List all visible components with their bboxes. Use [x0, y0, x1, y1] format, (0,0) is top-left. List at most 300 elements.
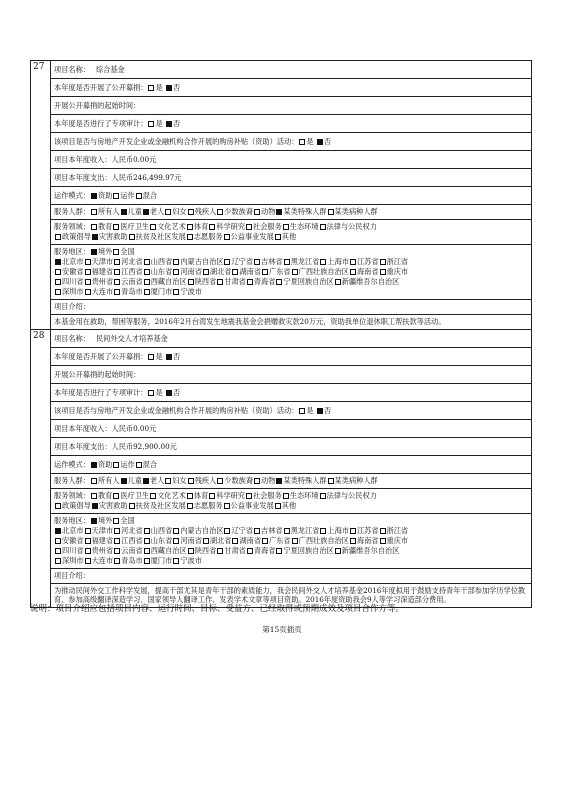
fundraising-start-time: 开展公开募捐的起始时间： — [51, 366, 531, 384]
option-label: 深圳市 — [62, 555, 84, 565]
checkbox[interactable] — [114, 548, 120, 554]
option-label: 某类病种人群 — [334, 207, 378, 216]
checkbox[interactable] — [165, 478, 171, 484]
project-number: 27 — [31, 61, 51, 329]
checkbox[interactable] — [254, 528, 260, 534]
checkbox[interactable] — [320, 528, 326, 534]
option-label: 妇女 — [172, 475, 187, 485]
project-name: 项目名称： 民间外交人才培养基金 — [51, 330, 531, 348]
option-label: 社会服务 — [253, 222, 282, 231]
checkbox[interactable] — [232, 269, 238, 275]
checkbox[interactable] — [114, 269, 120, 275]
checkbox[interactable] — [55, 548, 61, 554]
option-label: 灾害救助 — [98, 500, 128, 510]
checkbox[interactable] — [144, 259, 150, 265]
option-label: 少数族裔 — [224, 207, 254, 216]
checkbox[interactable] — [173, 538, 179, 544]
option-label: 河北省 — [121, 257, 143, 266]
option-label: 青海省 — [253, 545, 276, 555]
checkbox[interactable] — [114, 528, 120, 534]
option-label: 宁夏回族自治区 — [283, 277, 334, 286]
service-crowd: 服务人群： 所有人 儿童 老人 妇女 残疾人 少数族裔 动物 某类特殊人群 某类病种人群 — [51, 205, 531, 220]
option-label: 山西省 — [150, 257, 173, 266]
checkbox[interactable] — [129, 234, 135, 240]
option-label: 儿童 — [127, 207, 142, 216]
footnote: 说明：项目介绍应包括项目内容、运行时间、目标、受益方、已经取得或预期成效及项目合作方等。 — [30, 604, 405, 614]
checkbox[interactable] — [187, 224, 193, 230]
option-label: 医疗卫生 — [120, 490, 150, 500]
option-label: 残疾人 — [194, 207, 217, 216]
checkbox[interactable] — [254, 209, 260, 215]
option-label: 河南省 — [180, 267, 202, 276]
checkbox[interactable] — [328, 478, 334, 484]
checkbox[interactable] — [144, 538, 150, 544]
checkbox[interactable] — [320, 224, 326, 230]
checkbox[interactable] — [114, 259, 120, 265]
option-label: 山西省 — [150, 525, 173, 535]
option-label: 浙江省 — [386, 257, 409, 266]
checkbox[interactable] — [262, 538, 268, 544]
option-label: 甘肃省 — [224, 545, 246, 555]
checkbox[interactable] — [91, 518, 97, 524]
checkbox[interactable] — [114, 558, 120, 564]
checkbox[interactable] — [91, 478, 97, 484]
project-name: 项目名称： 综合基金 — [51, 61, 531, 79]
option-label: 北京市 — [62, 525, 84, 535]
option-label: 湖北省 — [209, 267, 232, 276]
option-label: 西藏自治区 — [150, 277, 187, 286]
checkbox[interactable] — [350, 528, 356, 534]
option-label: 天津市 — [91, 525, 114, 535]
checkbox[interactable] — [55, 289, 61, 295]
option-label: 广东省 — [269, 267, 291, 276]
page-number: 第15页插页 — [262, 625, 302, 634]
option-label: 儿童 — [127, 475, 142, 485]
option-label: 海南省 — [356, 267, 379, 276]
checkbox[interactable] — [144, 528, 150, 534]
special-audit-question: 本年度是否进行了专项审计： 是 否 — [51, 384, 531, 402]
option-label: 江苏省 — [356, 257, 379, 266]
checkbox[interactable] — [166, 354, 172, 360]
checkbox[interactable] — [209, 224, 215, 230]
option-label: 混合 — [142, 459, 158, 469]
option-label: 湖南省 — [239, 535, 262, 545]
checkbox[interactable] — [246, 493, 252, 499]
checkbox[interactable] — [283, 493, 289, 499]
option-label: 广西壮族自治区 — [298, 535, 349, 545]
checkbox[interactable] — [350, 259, 356, 265]
checkbox[interactable] — [144, 558, 150, 564]
checkbox[interactable] — [144, 269, 150, 275]
checkbox[interactable] — [150, 224, 156, 230]
option-label: 湖南省 — [239, 267, 262, 276]
checkbox[interactable] — [247, 279, 253, 285]
checkbox[interactable] — [275, 234, 281, 240]
checkbox[interactable] — [380, 528, 386, 534]
option-label: 生态环境 — [289, 222, 319, 231]
option-label: 青岛市 — [121, 287, 143, 296]
fundraising-start-time: 开展公开募捐的起始时间： — [51, 97, 531, 115]
checkbox[interactable] — [380, 538, 386, 544]
option-label: 河南省 — [180, 535, 202, 545]
checkbox[interactable] — [320, 259, 326, 265]
option-label: 新疆维吾尔自治区 — [341, 545, 400, 555]
checkbox[interactable] — [335, 548, 341, 554]
service-field: 服务领域： 教育 医疗卫生 文化艺术 体育 科学研究 社会服务 生态环境 法律与公民权力 政策倡导 灾害救助 扶贫及社区发展 志愿服务 公益事业发展 其他 — [51, 489, 531, 514]
checkbox[interactable] — [166, 85, 172, 91]
option-label: 其他 — [281, 500, 297, 510]
checkbox[interactable] — [203, 269, 209, 275]
checkbox[interactable] — [113, 518, 119, 524]
option-label: 重庆市 — [386, 535, 409, 545]
checkbox[interactable] — [85, 548, 91, 554]
checkbox[interactable] — [328, 209, 334, 215]
project-row — [31, 61, 531, 330]
checkbox[interactable] — [113, 249, 119, 255]
checkbox[interactable] — [224, 503, 230, 509]
option-label: 全国 — [120, 515, 135, 525]
checkbox[interactable] — [292, 538, 298, 544]
checkbox[interactable] — [188, 279, 194, 285]
checkbox[interactable] — [143, 478, 149, 484]
option-label: 公益事业发展 — [230, 500, 274, 510]
housing-subsidy-question: 该项目是否与房地产开发企业或金融机构合作开展的购房补贴（资助）活动： 是 否 — [51, 402, 531, 420]
option-label: 安徽省 — [62, 535, 84, 545]
option-label: 广东省 — [269, 535, 291, 545]
checkbox[interactable] — [55, 538, 61, 544]
option-label: 贵州省 — [91, 545, 114, 555]
project-intro-label: 项目介绍： — [51, 569, 531, 584]
checkbox[interactable] — [85, 558, 91, 564]
option-label: 上海市 — [327, 257, 349, 266]
checkbox[interactable] — [144, 548, 150, 554]
checkbox[interactable] — [173, 259, 179, 265]
checkbox[interactable] — [188, 478, 194, 484]
checkbox[interactable] — [85, 289, 91, 295]
annual-income: 项目本年度收入：人民币0.00元 — [51, 151, 531, 169]
checkbox[interactable] — [55, 558, 61, 564]
project-intro: 本基金用在救助，帮困等服务，2016年2月台湾发生地震我基金会捐赠救灾款20万元，资助我单位退休职工帮扶款等活动。 — [54, 317, 446, 326]
checkbox[interactable] — [350, 269, 356, 275]
annual-expense: 项目本年度支出：人民币246,499.97元 — [51, 169, 531, 187]
option-label: 陕西省 — [194, 545, 217, 555]
checkbox[interactable] — [148, 85, 154, 91]
option-label: 四川省 — [62, 277, 84, 286]
option-label: 全国 — [120, 247, 135, 256]
checkbox[interactable] — [55, 528, 61, 534]
option-label: 老人 — [149, 207, 165, 216]
service-field: 服务领域： 教育 医疗卫生 文化艺术 体育 科学研究 社会服务 生态环境 法律与公民权力 政策倡导 灾害救助 扶贫及社区发展 志愿服务 公益事业发展 其他 — [51, 220, 531, 245]
checkbox[interactable] — [121, 478, 127, 484]
option-label: 吉林省 — [261, 525, 283, 535]
option-label: 黑龙江省 — [290, 525, 320, 535]
option-label: 宁波市 — [180, 555, 202, 565]
checkbox[interactable] — [166, 121, 172, 127]
option-label: 教育 — [97, 222, 113, 231]
option-label: 深圳市 — [62, 287, 84, 296]
checkbox[interactable] — [284, 528, 290, 534]
checkbox[interactable] — [299, 139, 305, 145]
option-label: 某类病种人群 — [334, 475, 378, 485]
option-label: 吉林省 — [261, 257, 283, 266]
option-label: 少数族裔 — [224, 475, 254, 485]
checkbox[interactable] — [114, 279, 120, 285]
checkbox[interactable] — [335, 279, 341, 285]
option-label: 其他 — [281, 232, 297, 241]
checkbox[interactable] — [217, 478, 223, 484]
checkbox[interactable] — [91, 462, 97, 468]
option-label: 灾害救助 — [98, 232, 128, 241]
checkbox[interactable] — [283, 224, 289, 230]
option-label: 境外 — [97, 247, 113, 256]
option-label: 运作 — [120, 459, 135, 469]
option-label: 境外 — [97, 515, 113, 525]
checkbox[interactable] — [224, 234, 230, 240]
checkbox[interactable] — [114, 289, 120, 295]
checkbox[interactable] — [217, 548, 223, 554]
option-label: 混合 — [142, 191, 158, 200]
option-label: 云南省 — [121, 545, 143, 555]
option-label: 宁夏回族自治区 — [283, 545, 334, 555]
option-label: 西藏自治区 — [150, 545, 187, 555]
checkbox[interactable] — [350, 538, 356, 544]
checkbox[interactable] — [136, 193, 142, 199]
checkbox[interactable] — [113, 493, 119, 499]
option-label: 运作 — [120, 191, 135, 200]
option-label: 安徽省 — [62, 267, 84, 276]
checkbox[interactable] — [85, 538, 91, 544]
option-label: 老人 — [149, 475, 165, 485]
option-label: 体育 — [193, 490, 209, 500]
checkbox[interactable] — [85, 269, 91, 275]
option-label: 动物 — [261, 207, 276, 216]
checkbox[interactable] — [247, 548, 253, 554]
option-label: 甘肃省 — [224, 277, 246, 286]
checkbox[interactable] — [262, 269, 268, 275]
option-label: 体育 — [193, 222, 209, 231]
checkbox[interactable] — [232, 538, 238, 544]
checkbox[interactable] — [224, 259, 230, 265]
option-label: 所有人 — [97, 475, 120, 485]
operation-mode: 运作模式： 资助 运作 混合 — [51, 187, 531, 205]
option-label: 北京市 — [62, 257, 84, 266]
checkbox[interactable] — [121, 209, 127, 215]
checkbox[interactable] — [254, 478, 260, 484]
checkbox[interactable] — [246, 224, 252, 230]
option-label: 资助 — [97, 191, 113, 200]
checkbox[interactable] — [317, 408, 323, 414]
checkbox[interactable] — [113, 193, 119, 199]
option-label: 教育 — [97, 490, 113, 500]
checkbox[interactable] — [275, 503, 281, 509]
checkbox[interactable] — [91, 224, 97, 230]
public-fundraising-question: 本年度是否开展了公开募捐： 是 否 — [51, 79, 531, 97]
checkbox[interactable] — [113, 462, 119, 468]
option-label: 山东省 — [150, 267, 173, 276]
option-label: 科学研究 — [216, 490, 246, 500]
option-label: 某类特殊人群 — [283, 207, 327, 216]
annual-expense: 项目本年度支出：人民币92,900.00元 — [51, 438, 531, 456]
checkbox[interactable] — [299, 408, 305, 414]
service-crowd: 服务人群： 所有人 儿童 老人 妇女 残疾人 少数族裔 动物 某类特殊人群 某类病种人群 — [51, 474, 531, 489]
checkbox[interactable] — [224, 528, 230, 534]
checkbox[interactable] — [209, 493, 215, 499]
option-label: 厦门市 — [150, 555, 173, 565]
checkbox[interactable] — [55, 279, 61, 285]
option-label: 辽宁省 — [231, 257, 254, 266]
checkbox[interactable] — [217, 279, 223, 285]
checkbox[interactable] — [144, 279, 150, 285]
option-label: 扶贫及社区发展 — [135, 500, 186, 510]
option-label: 残疾人 — [194, 475, 217, 485]
checkbox[interactable] — [173, 289, 179, 295]
option-label: 法律与公民权力 — [326, 222, 377, 231]
public-fundraising-question: 本年度是否开展了公开募捐： 是 否 — [51, 348, 531, 366]
checkbox[interactable] — [85, 528, 91, 534]
option-label: 生态环境 — [289, 490, 319, 500]
option-label: 福建省 — [91, 267, 114, 276]
operation-mode: 运作模式： 资助 运作 混合 — [51, 456, 531, 474]
checkbox[interactable] — [150, 493, 156, 499]
option-label: 江西省 — [121, 267, 143, 276]
project-intro-label: 项目介绍： — [51, 300, 531, 315]
checkbox[interactable] — [144, 289, 150, 295]
option-label: 社会服务 — [253, 490, 282, 500]
option-label: 辽宁省 — [231, 525, 254, 535]
option-label: 政策倡导 — [62, 232, 91, 241]
checkbox[interactable] — [113, 224, 119, 230]
checkbox[interactable] — [173, 269, 179, 275]
option-label: 贵州省 — [91, 277, 114, 286]
checkbox[interactable] — [165, 209, 171, 215]
service-area: 服务地区： 境外 全国 北京市 天津市 河北省 山西省 内蒙古自治区 辽宁省 吉林省 黑龙江省 上海市 江苏省 浙江省 安徽省 福建省 江西省 山东省 河南省 湖北省 湖南省 广东省 广西壮族自治区 海南省 重庆市 四川省 贵州省 云南省 西藏自治区 陕西省 甘肃省 青海省 宁夏回族自治区 新疆维吾尔自治区 深圳市 大连市 青岛市 厦门市 宁波市 — [51, 245, 531, 300]
option-label: 山东省 — [150, 535, 173, 545]
option-label: 大连市 — [91, 287, 114, 296]
project-name-value: 民间外交人才培养基金 — [95, 333, 168, 343]
checkbox[interactable] — [148, 390, 154, 396]
checkbox[interactable] — [136, 462, 142, 468]
option-label: 黑龙江省 — [290, 257, 320, 266]
option-label: 扶贫及社区发展 — [135, 232, 186, 241]
option-label: 上海市 — [327, 525, 349, 535]
checkbox[interactable] — [187, 503, 193, 509]
option-label: 某类特殊人群 — [283, 475, 327, 485]
option-label: 重庆市 — [386, 267, 409, 276]
option-label: 陕西省 — [194, 277, 217, 286]
project-row — [31, 330, 531, 607]
project-intro: 为推动民间外交工作科学发展，提高干部尤其是青年干部的素质能力，我会民间外交人才培养基金2016年度拟用于鼓励支持青年干部参加学历学位教育、参加高级翻译深造学习、国家领导人翻译工作、发表学术文章等项目资助。2016年度资助我会9人等学习深造部分费用。 — [54, 585, 526, 604]
checkbox[interactable] — [85, 279, 91, 285]
option-label: 江西省 — [121, 535, 143, 545]
checkbox[interactable] — [143, 209, 149, 215]
checkbox[interactable] — [380, 259, 386, 265]
option-label: 所有人 — [97, 207, 120, 216]
checkbox[interactable] — [91, 209, 97, 215]
checkbox[interactable] — [188, 548, 194, 554]
checkbox[interactable] — [91, 249, 97, 255]
checkbox[interactable] — [217, 209, 223, 215]
checkbox[interactable] — [148, 121, 154, 127]
option-label: 新疆维吾尔自治区 — [341, 277, 400, 286]
checkbox[interactable] — [284, 259, 290, 265]
checkbox[interactable] — [55, 269, 61, 275]
checkbox[interactable] — [254, 259, 260, 265]
option-label: 青岛市 — [121, 555, 143, 565]
checkbox[interactable] — [292, 269, 298, 275]
option-label: 海南省 — [356, 535, 379, 545]
checkbox[interactable] — [148, 354, 154, 360]
option-label: 资助 — [97, 459, 113, 469]
checkbox[interactable] — [380, 269, 386, 275]
option-label: 内蒙古自治区 — [180, 525, 224, 535]
checkbox[interactable] — [114, 538, 120, 544]
option-label: 厦门市 — [150, 287, 173, 296]
checkbox[interactable] — [55, 234, 61, 240]
option-label: 河北省 — [121, 525, 143, 535]
checkbox[interactable] — [173, 558, 179, 564]
checkbox[interactable] — [320, 493, 326, 499]
checkbox[interactable] — [92, 234, 98, 240]
option-label: 文化艺术 — [157, 490, 186, 500]
option-label: 福建省 — [91, 535, 114, 545]
checkbox[interactable] — [85, 259, 91, 265]
checkbox[interactable] — [173, 528, 179, 534]
option-label: 浙江省 — [386, 525, 409, 535]
checkbox[interactable] — [276, 209, 282, 215]
option-label: 公益事业发展 — [230, 232, 274, 241]
option-label: 云南省 — [121, 277, 143, 286]
checkbox[interactable] — [276, 279, 282, 285]
option-label: 天津市 — [91, 257, 114, 266]
checkbox[interactable] — [187, 493, 193, 499]
option-label: 青海省 — [253, 277, 276, 286]
housing-subsidy-question: 该项目是否与房地产开发企业或金融机构合作开展的购房补贴（资助）活动： 是 否 — [51, 133, 531, 151]
checkbox[interactable] — [91, 193, 97, 199]
option-label: 科学研究 — [216, 222, 246, 231]
option-label: 政策倡导 — [62, 500, 91, 510]
option-label: 妇女 — [172, 207, 187, 216]
checkbox[interactable] — [276, 478, 282, 484]
option-label: 志愿服务 — [193, 500, 223, 510]
checkbox[interactable] — [317, 139, 323, 145]
project-table — [30, 60, 532, 608]
checkbox[interactable] — [55, 259, 61, 265]
checkbox[interactable] — [276, 548, 282, 554]
project-number: 28 — [31, 330, 51, 607]
checkbox[interactable] — [188, 209, 194, 215]
option-label: 四川省 — [62, 545, 84, 555]
special-audit-question: 本年度是否进行了专项审计： 是 否 — [51, 115, 531, 133]
checkbox[interactable] — [91, 493, 97, 499]
option-label: 广西壮族自治区 — [298, 267, 349, 276]
checkbox[interactable] — [55, 503, 61, 509]
checkbox[interactable] — [187, 234, 193, 240]
option-label: 动物 — [261, 475, 276, 485]
option-label: 医疗卫生 — [120, 222, 150, 231]
annual-income: 项目本年度收入：人民币0.00元 — [51, 420, 531, 438]
option-label: 江苏省 — [356, 525, 379, 535]
service-area: 服务地区： 境外 全国 北京市 天津市 河北省 山西省 内蒙古自治区 辽宁省 吉林省 黑龙江省 上海市 江苏省 浙江省 安徽省 福建省 江西省 山东省 河南省 湖北省 湖南省 广东省 广西壮族自治区 海南省 重庆市 四川省 贵州省 云南省 西藏自治区 陕西省 甘肃省 青海省 宁夏回族自治区 新疆维吾尔自治区 深圳市 大连市 青岛市 厦门市 宁波市 — [51, 514, 531, 569]
option-label: 法律与公民权力 — [326, 490, 377, 500]
option-label: 大连市 — [91, 555, 114, 565]
option-label: 宁波市 — [180, 287, 202, 296]
checkbox[interactable] — [203, 538, 209, 544]
checkbox[interactable] — [92, 503, 98, 509]
checkbox[interactable] — [166, 390, 172, 396]
option-label: 内蒙古自治区 — [180, 257, 224, 266]
checkbox[interactable] — [129, 503, 135, 509]
option-label: 志愿服务 — [193, 232, 223, 241]
